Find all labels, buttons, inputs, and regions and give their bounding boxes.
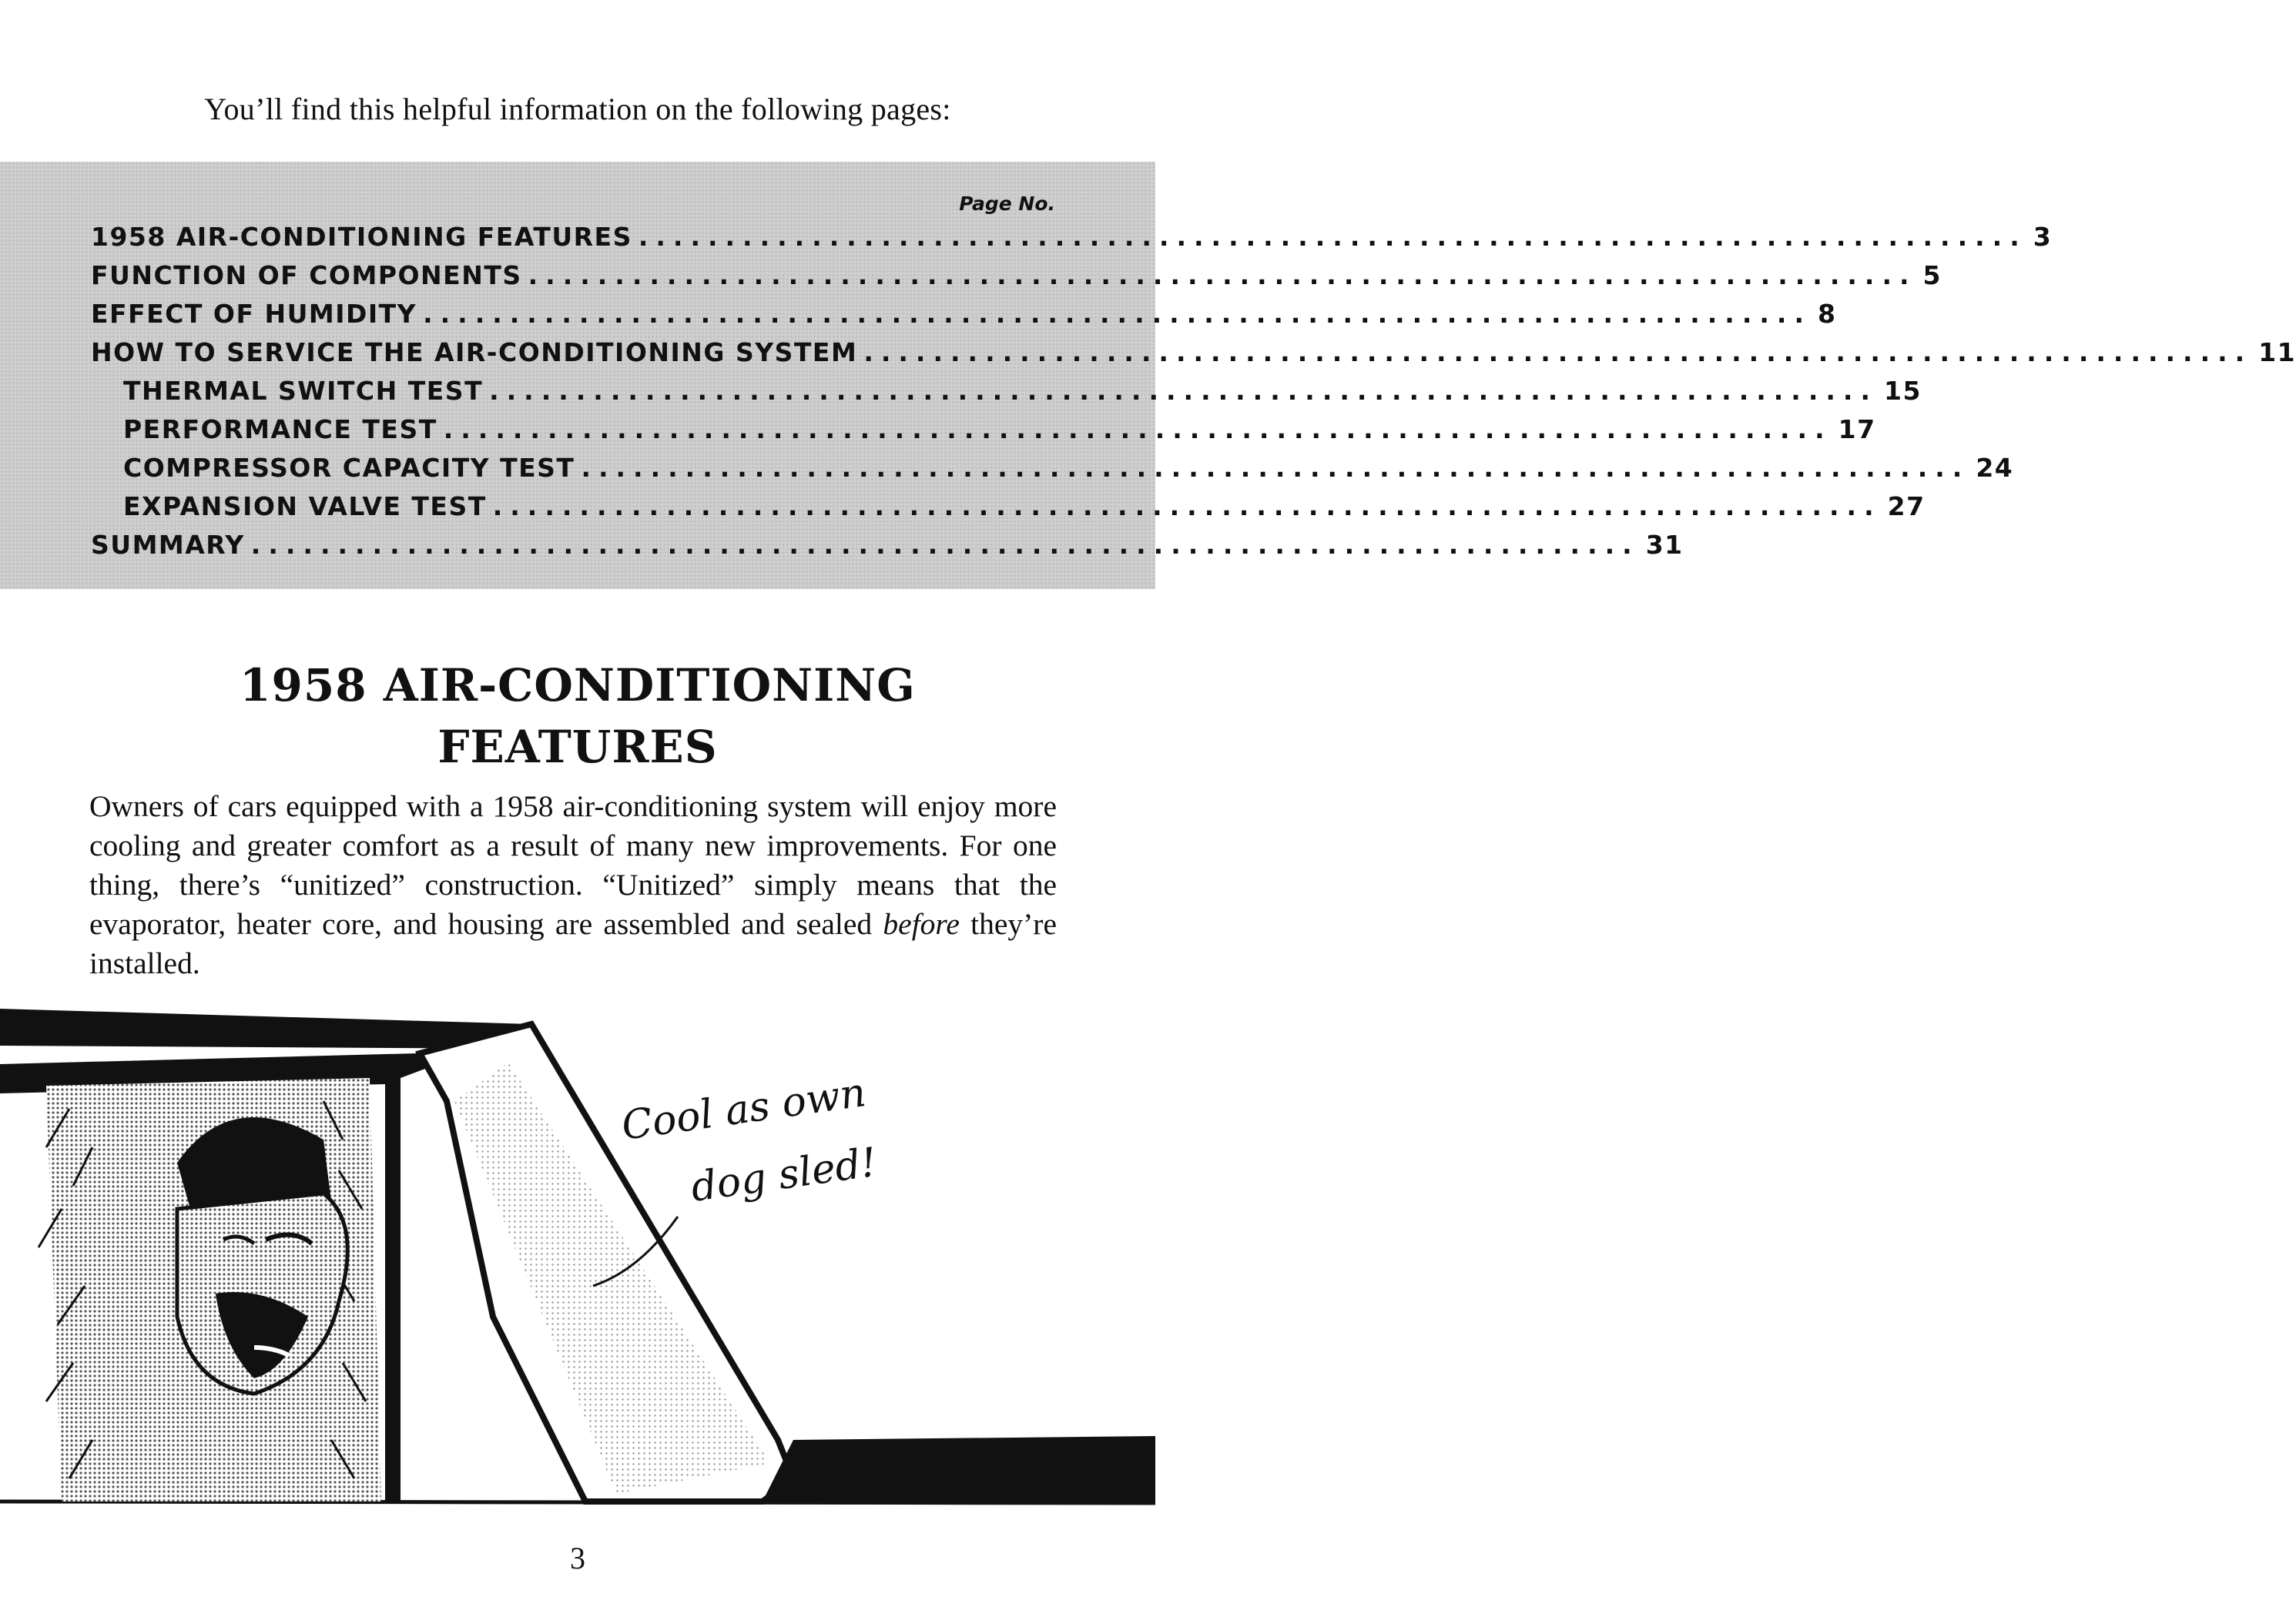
car-body-panel [763,1436,1155,1502]
section-heading [0,654,1155,778]
body-text-part-2: they’re installed. [89,907,1057,980]
caption-line-2: dog sled! [688,1139,880,1211]
toc-entry-page: 5 [1922,260,1942,290]
page-number: 3 [570,1541,585,1575]
toc-entry [91,530,1684,568]
toc-leader-dots: ................................................................................ [423,299,1812,329]
toc-leader-dots: ................................................................................ [250,530,1640,560]
toc-entry-label: EXPANSION VALVE TEST [123,491,487,521]
toc-leader-dots: ................................................................................ [443,414,1832,444]
toc-entry [91,491,1926,530]
toc-entry [91,453,2014,491]
toc-leader-dots: ................................................................................ [863,337,2253,367]
toc-entry [91,376,1922,414]
body-text-emphasis: before [883,907,960,941]
toc-entry-page: 31 [1645,530,1684,560]
toc-entry-page: 24 [1976,453,2014,483]
toc-entry-label: COMPRESSOR CAPACITY TEST [123,453,575,483]
toc-list [91,222,2296,568]
toc-entry-page: 8 [1817,299,1837,329]
toc-entry-label: FUNCTION OF COMPONENTS [91,260,522,290]
intro-text: You’ll find this helpful information on the following pages: [204,92,951,126]
section-heading-line-1: 1958 AIR-CONDITIONING [240,659,916,711]
toc-entry [91,222,2053,260]
toc-entry-label: THERMAL SWITCH TEST [123,376,484,406]
toc-entry [91,337,2296,376]
toc-entry-label: HOW TO SERVICE THE AIR-CONDITIONING SYSTEM [91,337,858,367]
toc-entry [91,414,1876,453]
toc-entry-page: 15 [1883,376,1922,406]
toc-leader-dots: ................................................................................ [492,491,1882,521]
caption-line-1: Cool as own [618,1070,869,1150]
toc-entry [91,260,1942,299]
body-paragraph [89,787,1057,983]
toc-entry-label: 1958 AIR-CONDITIONING FEATURES [91,222,632,252]
toc-leader-dots: ................................................................................ [528,260,1917,290]
table-of-contents [0,162,2296,589]
toc-entry-page: 17 [1838,414,1876,444]
toc-entry-page: 3 [2033,222,2053,252]
toc-page-column-header: Page No. [959,192,1055,215]
cartoon-illustration [0,1009,1155,1517]
body-text-part-1: Owners of cars equipped with a 1958 air-conditioning system will enjoy more cooling and greater comfort as a result of many new improvements. For one thing, there’s “unitized” construction. “Unitized” simply means that the evaporator, heater core, and housing are assembled and sealed [89,789,1057,941]
toc-entry-page: 27 [1887,491,1926,521]
toc-leader-dots: ................................................................................ [581,453,1970,483]
toc-entry-page: 11 [2258,337,2296,367]
toc-entry [91,299,1837,337]
toc-leader-dots: ................................................................................ [489,376,1878,406]
toc-entry-label: PERFORMANCE TEST [123,414,437,444]
toc-entry-label: SUMMARY [91,530,245,560]
toc-entry-label: EFFECT OF HUMIDITY [91,299,417,329]
section-heading-line-2: FEATURES [437,721,718,773]
toc-leader-dots: ................................................................................ [638,222,2027,252]
